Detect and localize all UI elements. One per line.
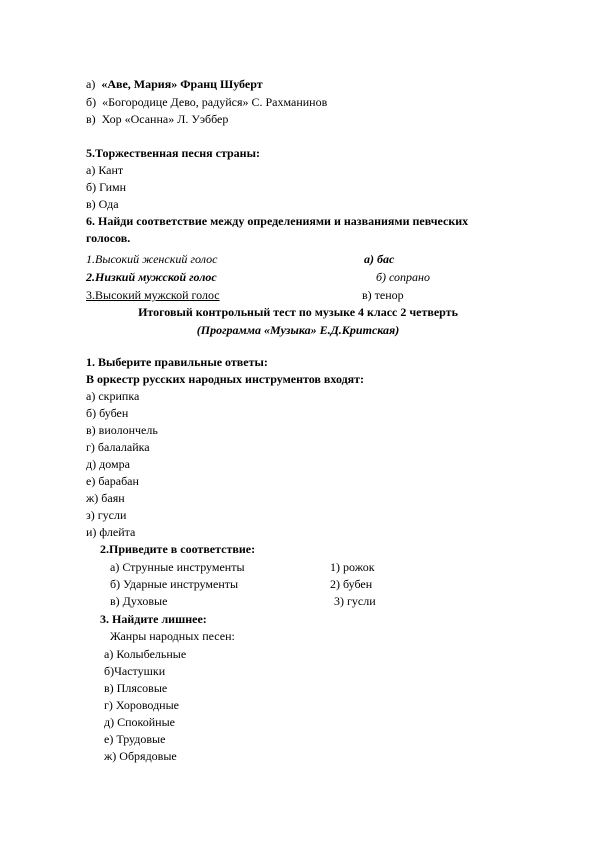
t1-title: 1. Выберите правильные ответы: xyxy=(86,355,268,369)
t1-option: г) балалайка xyxy=(86,440,150,454)
test-title: Итоговый контрольный тест по музыке 4 класс 2 четверть xyxy=(138,305,458,319)
t1-option: з) гусли xyxy=(86,508,127,522)
answer-b-text: «Богородице Дево, радуйся» С. Рахманинов xyxy=(102,95,328,109)
answer-a-letter: а) xyxy=(86,77,96,91)
answer-b-letter: б) xyxy=(86,95,97,109)
t3-option: б)Частушки xyxy=(104,664,166,678)
t1-subtitle: В оркестр русских народных инструментов входят: xyxy=(86,372,365,386)
t3-option: г) Хороводные xyxy=(104,698,179,712)
q6-left-1: 1.Высокий женский голос xyxy=(86,252,218,266)
q5-option: а) Кант xyxy=(86,163,124,177)
t3-option: в) Плясовые xyxy=(104,681,168,695)
q6-title-cont: голосов. xyxy=(86,231,131,245)
t3-option: е) Трудовые xyxy=(104,732,166,746)
t1-option: в) виолончель xyxy=(86,423,158,437)
q5-option: в) Ода xyxy=(86,197,119,211)
t1-option: б) бубен xyxy=(86,406,129,420)
t1-option: ж) баян xyxy=(86,491,125,505)
answer-c-text: Хор «Осанна» Л. Уэббер xyxy=(101,112,229,126)
q5-title: 5.Торжественная песня страны: xyxy=(86,146,260,160)
t3-title: 3. Найдите лишнее: xyxy=(100,612,207,626)
q6-title: 6. Найди соответствие между определениями и названиями певческих xyxy=(86,214,469,228)
answer-c xyxy=(86,111,228,127)
t2-left-3: в) Духовые xyxy=(110,594,168,608)
t2-right-1: 1) рожок xyxy=(330,560,375,574)
q6-left-2: 2.Низкий мужской голос xyxy=(86,270,217,284)
answer-b xyxy=(86,94,327,110)
t2-right-3: 3) гусли xyxy=(334,594,376,608)
t2-left-1: а) Струнные инструменты xyxy=(110,560,245,574)
t1-option: д) домра xyxy=(86,457,130,471)
test-subtitle: (Программа «Музыка» Е.Д.Критская) xyxy=(196,323,400,337)
t2-left-2: б) Ударные инструменты xyxy=(110,577,239,591)
answer-c-letter: в) xyxy=(86,112,96,126)
q6-right-3: в) тенор xyxy=(362,288,404,302)
t3-option: ж) Обрядовые xyxy=(104,749,177,763)
q6-left-3: 3.Высокий мужской голос xyxy=(86,288,220,302)
t3-option: а) Колыбельные xyxy=(104,647,187,661)
answer-a-text: «Аве, Мария» Франц Шуберт xyxy=(101,77,263,91)
t3-option: д) Спокойные xyxy=(104,715,175,729)
t2-title: 2.Приведите в соответствие: xyxy=(100,542,256,556)
t1-option: а) скрипка xyxy=(86,389,140,403)
answer-a xyxy=(86,76,263,92)
q5-option: б) Гимн xyxy=(86,180,127,194)
q6-right-2: б) сопрано xyxy=(376,270,431,284)
q6-right-1: а) бас xyxy=(364,252,395,266)
t2-right-2: 2) бубен xyxy=(330,577,373,591)
t3-subtitle: Жанры народных песен: xyxy=(110,629,235,643)
t1-option: и) флейта xyxy=(86,525,136,539)
t1-option: е) барабан xyxy=(86,474,139,488)
